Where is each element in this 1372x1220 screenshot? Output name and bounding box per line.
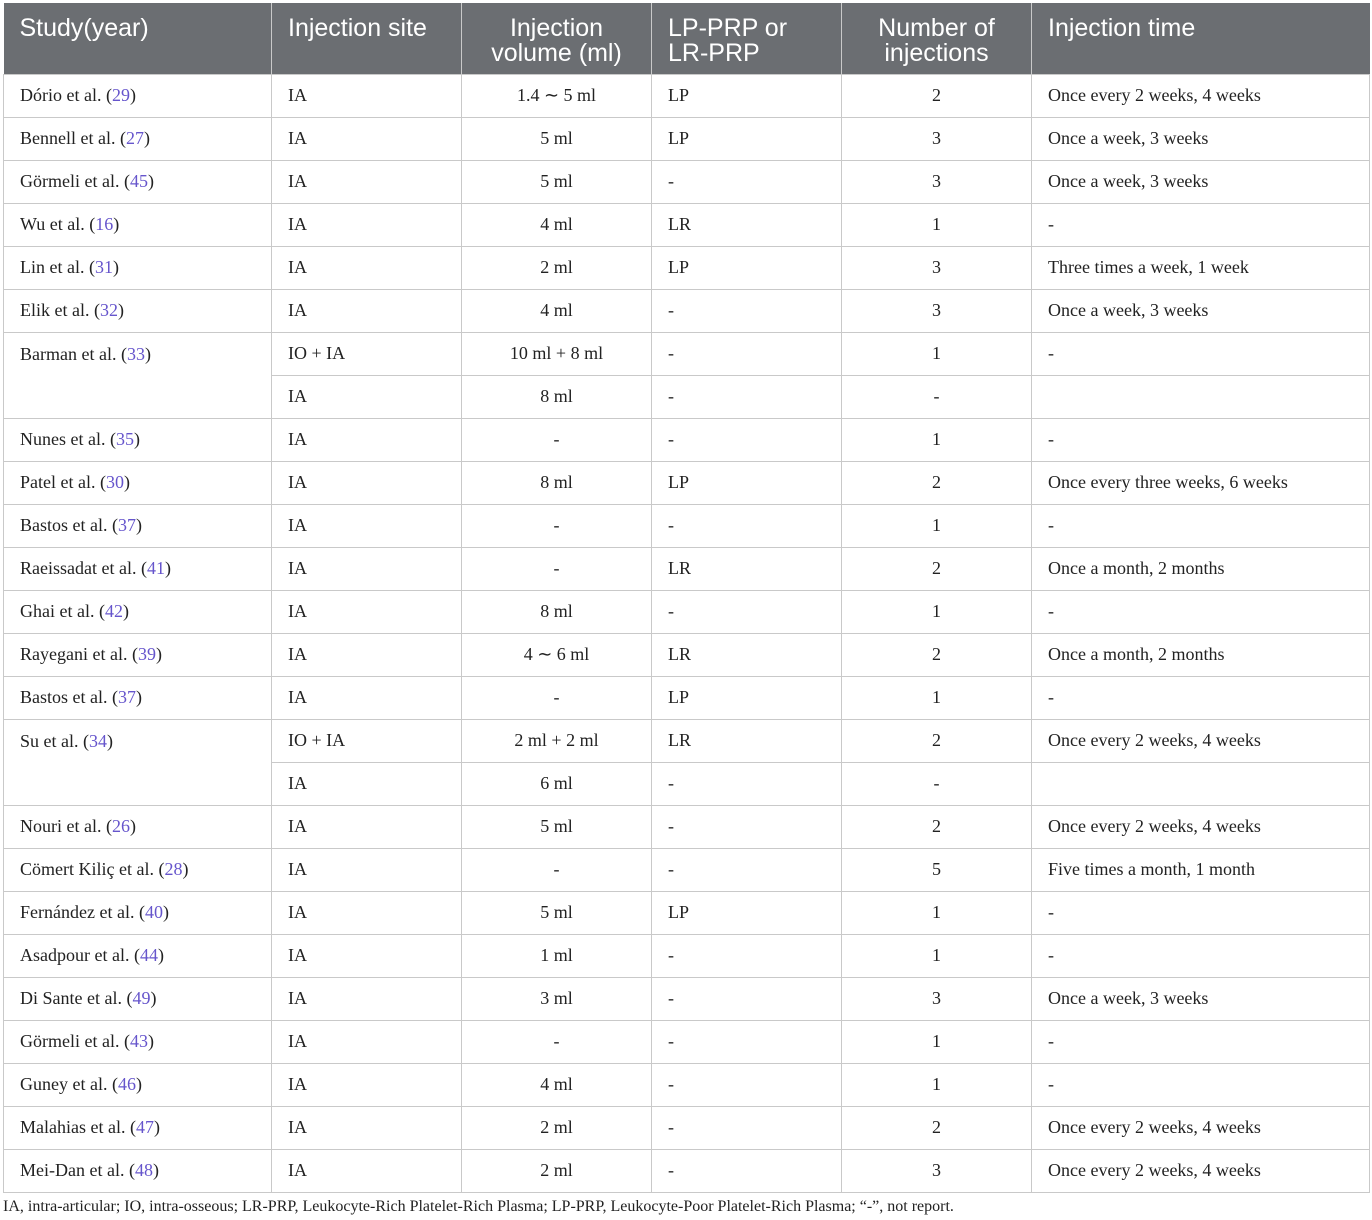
table-row <box>4 1063 1370 1106</box>
injection-site-cell: IA <box>272 1020 462 1063</box>
injection-volume-cell: - <box>462 1020 652 1063</box>
study-name: Raeissadat et al. ( <box>20 558 147 578</box>
reference-link[interactable]: 28 <box>164 859 183 879</box>
study-cell <box>4 1063 272 1106</box>
reference-close-paren: ) <box>147 1031 154 1051</box>
injection-volume-cell: 4 ml <box>462 289 652 332</box>
header-injection-volume: Injection volume (ml) <box>462 3 652 74</box>
injection-site-cell: IA <box>272 375 462 418</box>
injection-site-cell: IA <box>272 246 462 289</box>
number-of-injections-cell: 1 <box>842 418 1032 461</box>
reference-link[interactable]: 29 <box>111 85 130 105</box>
injection-time-cell: - <box>1032 203 1370 246</box>
injection-volume-cell: - <box>462 547 652 590</box>
reference-close-paren: ) <box>182 859 189 879</box>
table-header <box>4 3 1370 74</box>
reference-close-paren: ) <box>123 472 130 492</box>
table-row <box>4 1106 1370 1149</box>
table-container <box>3 3 1369 1193</box>
study-cell <box>4 418 272 461</box>
prp-type-cell: LR <box>652 547 842 590</box>
table-row <box>4 203 1370 246</box>
study-cell <box>4 203 272 246</box>
reference-link[interactable]: 27 <box>125 128 144 148</box>
number-of-injections-cell: 2 <box>842 461 1032 504</box>
prp-type-cell: - <box>652 934 842 977</box>
injection-volume-cell: 4 ml <box>462 203 652 246</box>
number-of-injections-cell: 2 <box>842 805 1032 848</box>
table-row <box>4 1149 1370 1192</box>
number-of-injections-cell: 3 <box>842 246 1032 289</box>
reference-link[interactable]: 32 <box>99 300 118 320</box>
number-of-injections-cell: 3 <box>842 117 1032 160</box>
injection-volume-cell: 4 ∼ 6 ml <box>462 633 652 676</box>
number-of-injections-cell: 3 <box>842 160 1032 203</box>
number-of-injections-cell: 1 <box>842 676 1032 719</box>
study-cell <box>4 934 272 977</box>
prp-type-cell: LR <box>652 719 842 762</box>
injection-site-cell: IO + IA <box>272 332 462 375</box>
injection-site-cell: IA <box>272 1106 462 1149</box>
injection-time-cell: - <box>1032 504 1370 547</box>
study-name: Nunes et al. ( <box>20 429 116 449</box>
study-name: Fernández et al. ( <box>20 902 145 922</box>
header-study: Study(year) <box>4 3 272 74</box>
prp-type-cell: - <box>652 1020 842 1063</box>
study-name: Patel et al. ( <box>20 472 106 492</box>
injection-time-cell: - <box>1032 332 1370 375</box>
reference-close-paren: ) <box>143 128 150 148</box>
injection-site-cell: IA <box>272 762 462 805</box>
study-cell <box>4 848 272 891</box>
study-name: Ghai et al. ( <box>20 601 105 621</box>
injection-volume-cell: - <box>462 418 652 461</box>
injection-site-cell: IA <box>272 1063 462 1106</box>
prp-type-cell: - <box>652 160 842 203</box>
table-row <box>4 332 1370 375</box>
injection-volume-cell: 3 ml <box>462 977 652 1020</box>
injection-time-cell: Once a week, 3 weeks <box>1032 160 1370 203</box>
prp-type-cell: LP <box>652 74 842 117</box>
injection-volume-cell: - <box>462 504 652 547</box>
study-name: Di Sante et al. ( <box>20 988 133 1008</box>
reference-link[interactable]: 44 <box>139 945 158 965</box>
injection-time-cell: - <box>1032 590 1370 633</box>
injection-volume-cell: 5 ml <box>462 805 652 848</box>
injection-time-cell: Once a week, 3 weeks <box>1032 289 1370 332</box>
injection-volume-cell: 1.4 ∼ 5 ml <box>462 74 652 117</box>
injection-time-cell: Five times a month, 1 month <box>1032 848 1370 891</box>
injection-time-cell: - <box>1032 1063 1370 1106</box>
reference-link[interactable]: 26 <box>111 816 130 836</box>
injection-volume-cell: - <box>462 676 652 719</box>
reference-link[interactable]: 48 <box>134 1160 153 1180</box>
reference-link[interactable]: 49 <box>132 988 151 1008</box>
injection-time-cell: Once every 2 weeks, 4 weeks <box>1032 805 1370 848</box>
study-cell <box>4 590 272 633</box>
number-of-injections-cell: 3 <box>842 289 1032 332</box>
prp-type-cell: - <box>652 418 842 461</box>
injection-time-cell: Once every 2 weeks, 4 weeks <box>1032 719 1370 762</box>
number-of-injections-cell: 1 <box>842 934 1032 977</box>
injection-site-cell: IA <box>272 633 462 676</box>
reference-close-paren: ) <box>150 988 157 1008</box>
injection-time-cell <box>1032 762 1370 805</box>
injection-site-cell: IO + IA <box>272 719 462 762</box>
injection-volume-cell: 5 ml <box>462 891 652 934</box>
reference-close-paren: ) <box>162 902 169 922</box>
injection-time-cell: Once a week, 3 weeks <box>1032 977 1370 1020</box>
table-row <box>4 418 1370 461</box>
reference-link[interactable]: 33 <box>126 343 145 364</box>
prp-type-cell: - <box>652 1063 842 1106</box>
injection-volume-cell: 8 ml <box>462 461 652 504</box>
injection-site-cell: IA <box>272 289 462 332</box>
injection-volume-cell: 5 ml <box>462 160 652 203</box>
study-name: Nouri et al. ( <box>20 816 112 836</box>
reference-close-paren: ) <box>113 214 120 234</box>
injection-volume-cell: 2 ml <box>462 246 652 289</box>
prp-type-cell: - <box>652 375 842 418</box>
study-name: Rayegani et al. ( <box>20 644 138 664</box>
study-name: Elik et al. ( <box>20 300 100 320</box>
study-cell <box>4 633 272 676</box>
table-row <box>4 160 1370 203</box>
study-cell <box>4 461 272 504</box>
prp-type-cell: LP <box>652 461 842 504</box>
study-cell <box>4 547 272 590</box>
number-of-injections-cell: 3 <box>842 1149 1032 1192</box>
table-row <box>4 289 1370 332</box>
prp-type-cell: - <box>652 289 842 332</box>
prp-type-cell: - <box>652 504 842 547</box>
study-cell <box>4 117 272 160</box>
number-of-injections-cell: 1 <box>842 332 1032 375</box>
reference-close-paren: ) <box>157 945 164 965</box>
study-name: Mei-Dan et al. ( <box>20 1160 135 1180</box>
study-cell <box>4 977 272 1020</box>
injection-volume-cell: 5 ml <box>462 117 652 160</box>
study-cell <box>4 504 272 547</box>
table-row <box>4 1020 1370 1063</box>
reference-close-paren: ) <box>107 730 113 751</box>
table-row <box>4 504 1370 547</box>
number-of-injections-cell: 2 <box>842 1106 1032 1149</box>
table-row <box>4 977 1370 1020</box>
study-name: Dório et al. ( <box>20 85 112 105</box>
number-of-injections-cell: 1 <box>842 203 1032 246</box>
table-row <box>4 547 1370 590</box>
injection-time-cell: Once every 2 weeks, 4 weeks <box>1032 1106 1370 1149</box>
injection-site-cell: IA <box>272 977 462 1020</box>
study-name: Malahias et al. ( <box>20 1117 136 1137</box>
number-of-injections-cell: 1 <box>842 1020 1032 1063</box>
reference-close-paren: ) <box>117 300 124 320</box>
number-of-injections-cell: 2 <box>842 633 1032 676</box>
prp-type-cell: LP <box>652 676 842 719</box>
reference-link[interactable]: 30 <box>105 472 124 492</box>
reference-link[interactable]: 37 <box>117 515 136 535</box>
prp-type-cell: - <box>652 590 842 633</box>
table-row <box>4 74 1370 117</box>
study-name: Bennell et al. ( <box>20 128 126 148</box>
study-cell <box>4 160 272 203</box>
table-row <box>4 676 1370 719</box>
reference-close-paren: ) <box>153 1117 160 1137</box>
study-cell <box>4 74 272 117</box>
injection-site-cell: IA <box>272 160 462 203</box>
injection-time-cell: - <box>1032 676 1370 719</box>
injection-site-cell: IA <box>272 547 462 590</box>
injection-volume-cell: 6 ml <box>462 762 652 805</box>
reference-link[interactable]: 42 <box>104 601 123 621</box>
prp-type-cell: - <box>652 977 842 1020</box>
study-cell <box>4 289 272 332</box>
study-name: Bastos et al. ( <box>20 515 118 535</box>
injection-site-cell: IA <box>272 805 462 848</box>
injection-site-cell: IA <box>272 117 462 160</box>
study-cell <box>4 332 272 418</box>
reference-link[interactable]: 45 <box>129 171 148 191</box>
reference-link[interactable]: 31 <box>94 257 113 277</box>
reference-close-paren: ) <box>147 171 154 191</box>
prp-type-cell: LR <box>652 203 842 246</box>
table-row <box>4 891 1370 934</box>
table-body <box>4 74 1370 1192</box>
header-prp-type: LP-PRP or LR-PRP <box>652 3 842 74</box>
table-footnote: IA, intra-articular; IO, intra-osseous; LR-PRP, Leukocyte-Rich Platelet-Rich Plasma; LP-PRP, Leukocyte-Poor Platelet-Rich Plasma; “-”, not report. <box>3 1198 954 1215</box>
study-name: Guney et al. ( <box>20 1074 118 1094</box>
number-of-injections-cell: 1 <box>842 504 1032 547</box>
injection-site-cell: IA <box>272 418 462 461</box>
table-row <box>4 805 1370 848</box>
reference-close-paren: ) <box>133 429 140 449</box>
study-name: Görmeli et al. ( <box>20 171 130 191</box>
injection-volume-cell: 2 ml <box>462 1149 652 1192</box>
prp-type-cell: - <box>652 762 842 805</box>
injection-table <box>3 3 1370 1193</box>
prp-type-cell: - <box>652 848 842 891</box>
injection-volume-cell: 1 ml <box>462 934 652 977</box>
number-of-injections-cell: 2 <box>842 74 1032 117</box>
table-row <box>4 934 1370 977</box>
injection-site-cell: IA <box>272 504 462 547</box>
injection-time-cell: Once a week, 3 weeks <box>1032 117 1370 160</box>
injection-time-cell: - <box>1032 934 1370 977</box>
study-name: Bastos et al. ( <box>20 687 118 707</box>
study-cell <box>4 1020 272 1063</box>
injection-site-cell: IA <box>272 461 462 504</box>
table-row <box>4 461 1370 504</box>
number-of-injections-cell: 2 <box>842 719 1032 762</box>
prp-type-cell: - <box>652 1149 842 1192</box>
injection-site-cell: IA <box>272 590 462 633</box>
study-name: Wu et al. ( <box>20 214 96 234</box>
reference-close-paren: ) <box>135 515 142 535</box>
number-of-injections-cell: 5 <box>842 848 1032 891</box>
injection-volume-cell: 2 ml + 2 ml <box>462 719 652 762</box>
study-name: Lin et al. ( <box>20 257 95 277</box>
number-of-injections-cell: 1 <box>842 891 1032 934</box>
reference-link[interactable]: 34 <box>89 730 107 751</box>
injection-site-cell: IA <box>272 676 462 719</box>
study-cell <box>4 246 272 289</box>
reference-link[interactable]: 40 <box>144 902 163 922</box>
study-cell <box>4 719 272 805</box>
injection-site-cell: IA <box>272 203 462 246</box>
number-of-injections-cell: 2 <box>842 547 1032 590</box>
header-row <box>4 3 1370 74</box>
study-name: Asadpour et al. ( <box>20 945 140 965</box>
injection-volume-cell: 2 ml <box>462 1106 652 1149</box>
table-row <box>4 719 1370 762</box>
injection-time-cell: - <box>1032 1020 1370 1063</box>
table-row <box>4 117 1370 160</box>
injection-volume-cell: 8 ml <box>462 590 652 633</box>
study-cell <box>4 891 272 934</box>
prp-type-cell: LR <box>652 633 842 676</box>
injection-time-cell: Once every 2 weeks, 4 weeks <box>1032 1149 1370 1192</box>
reference-close-paren: ) <box>164 558 171 578</box>
number-of-injections-cell: 1 <box>842 590 1032 633</box>
header-injection-time: Injection time <box>1032 3 1370 74</box>
reference-close-paren: ) <box>144 343 151 364</box>
study-name: Cömert Kiliç et al. ( <box>20 859 165 879</box>
prp-type-cell: - <box>652 332 842 375</box>
reference-link[interactable]: 46 <box>117 1074 136 1094</box>
injection-volume-cell: 10 ml + 8 ml <box>462 332 652 375</box>
reference-close-paren: ) <box>152 1160 159 1180</box>
study-name: Görmeli et al. ( <box>20 1031 130 1051</box>
injection-time-cell <box>1032 375 1370 418</box>
prp-type-cell: - <box>652 1106 842 1149</box>
reference-close-paren: ) <box>135 687 142 707</box>
header-number-of-injections: Number of injections <box>842 3 1032 74</box>
number-of-injections-cell: - <box>842 762 1032 805</box>
injection-time-cell: - <box>1032 418 1370 461</box>
injection-time-cell: Once every three weeks, 6 weeks <box>1032 461 1370 504</box>
reference-close-paren: ) <box>135 1074 142 1094</box>
study-name: Barman et al. ( <box>20 343 127 364</box>
table-row <box>4 590 1370 633</box>
injection-site-cell: IA <box>272 848 462 891</box>
study-cell <box>4 1106 272 1149</box>
injection-volume-cell: 8 ml <box>462 375 652 418</box>
reference-link[interactable]: 39 <box>137 644 156 664</box>
injection-site-cell: IA <box>272 74 462 117</box>
header-injection-site: Injection site <box>272 3 462 74</box>
study-cell <box>4 676 272 719</box>
injection-site-cell: IA <box>272 891 462 934</box>
number-of-injections-cell: 1 <box>842 1063 1032 1106</box>
study-cell <box>4 805 272 848</box>
prp-type-cell: - <box>652 805 842 848</box>
injection-site-cell: IA <box>272 1149 462 1192</box>
injection-volume-cell: - <box>462 848 652 891</box>
injection-time-cell: Once every 2 weeks, 4 weeks <box>1032 74 1370 117</box>
injection-volume-cell: 4 ml <box>462 1063 652 1106</box>
study-name: Su et al. ( <box>20 730 89 751</box>
prp-type-cell: LP <box>652 891 842 934</box>
reference-close-paren: ) <box>112 257 119 277</box>
injection-time-cell: Once a month, 2 months <box>1032 547 1370 590</box>
injection-site-cell: IA <box>272 934 462 977</box>
injection-time-cell: Three times a week, 1 week <box>1032 246 1370 289</box>
table-row <box>4 246 1370 289</box>
reference-link[interactable]: 16 <box>95 214 114 234</box>
reference-close-paren: ) <box>155 644 162 664</box>
reference-close-paren: ) <box>129 816 136 836</box>
reference-close-paren: ) <box>122 601 129 621</box>
study-cell <box>4 1149 272 1192</box>
prp-type-cell: LP <box>652 117 842 160</box>
reference-close-paren: ) <box>129 85 136 105</box>
number-of-injections-cell: - <box>842 375 1032 418</box>
injection-time-cell: - <box>1032 891 1370 934</box>
table-row <box>4 633 1370 676</box>
number-of-injections-cell: 3 <box>842 977 1032 1020</box>
reference-link[interactable]: 47 <box>135 1117 154 1137</box>
reference-link[interactable]: 43 <box>129 1031 148 1051</box>
prp-type-cell: LP <box>652 246 842 289</box>
injection-time-cell: Once a month, 2 months <box>1032 633 1370 676</box>
reference-link[interactable]: 37 <box>117 687 136 707</box>
reference-link[interactable]: 41 <box>146 558 165 578</box>
reference-link[interactable]: 35 <box>115 429 134 449</box>
table-row <box>4 848 1370 891</box>
